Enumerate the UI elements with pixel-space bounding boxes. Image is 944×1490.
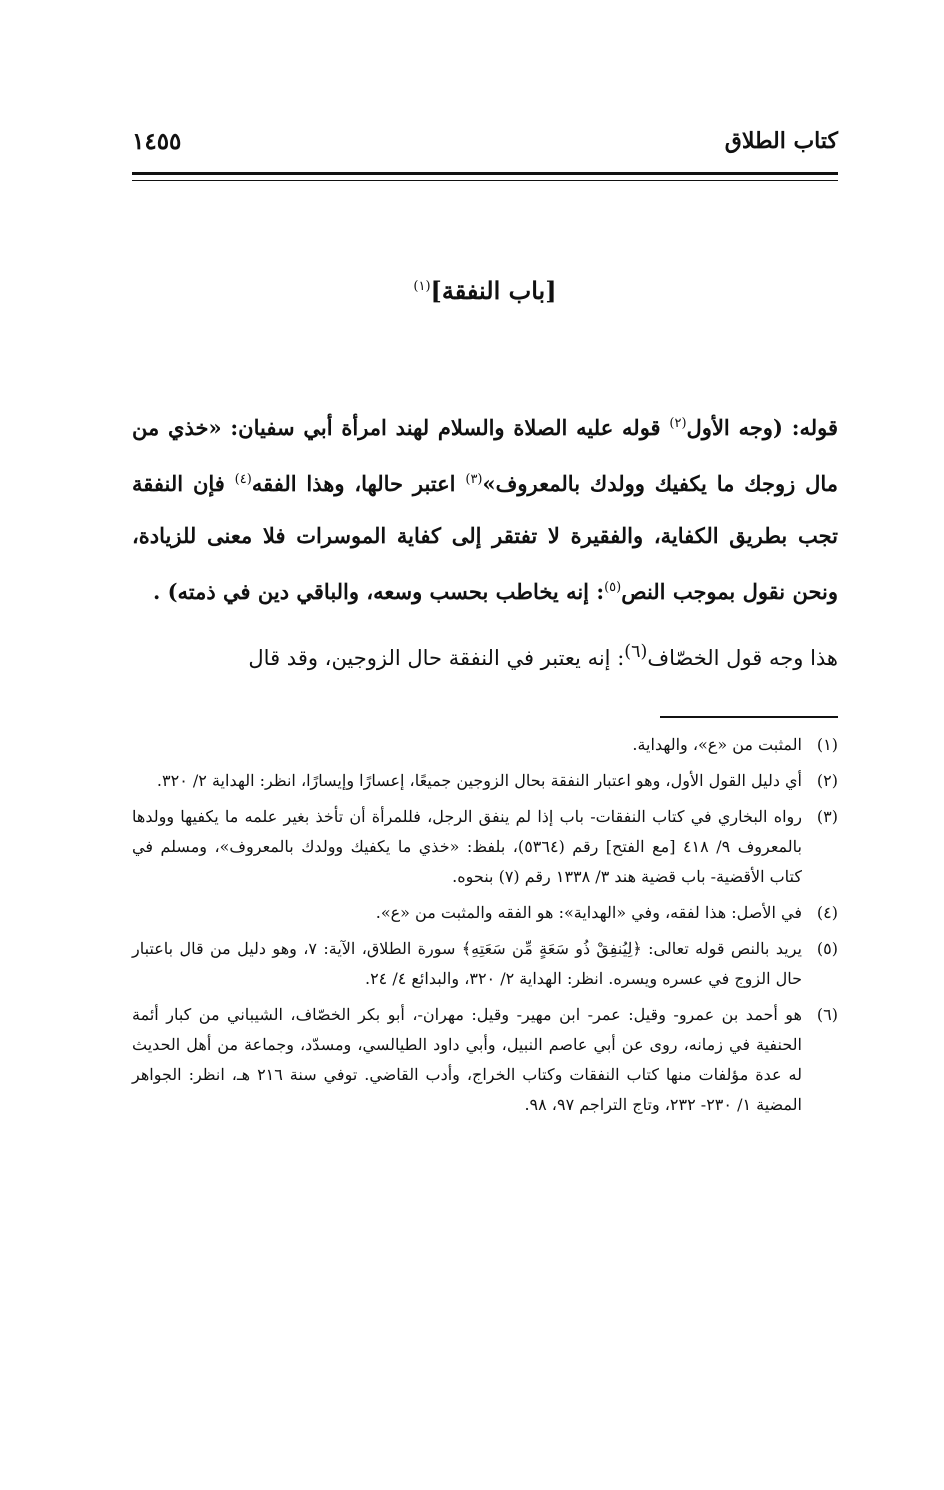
footnote-number: (٤) [816,903,838,922]
footnote-number: (٥) [816,939,838,958]
footnote-separator [660,716,838,718]
footnotes [132,730,838,1126]
footnote-text: يريد بالنص قوله تعالى: ﴿لِيُنفِقْ ذُو سَعَةٍ مِّن سَعَتِهِ﴾ سورة الطلاق، الآية: ٧، وهو دليل من قال باعتبار حال الزوج في عسره ويسره. انظر: الهداية ٢/ ٣٢٠، والبدائع ٤/ ٢٤. [132,939,803,988]
footnote-number: (٣) [816,807,838,826]
text-segment: قوله: (وجه الأول [686,415,838,440]
footnote-ref: (٥) [604,580,622,595]
main-text [132,398,838,684]
footnote-5 [132,934,838,994]
page-header [132,128,838,168]
footnote-text: رواه البخاري في كتاب النفقات- باب إذا لم ينفق الرجل، فللمرأة أن تأخذ بغير علمه ما يكفيها وولدها بالمعروف ٩/ ٤١٨ [مع الفتح] رقم (٥٣٦٤)، بلفظ: «خذي ما يكفيك وولدك بالمعروف»، ومسلم في كتاب الأقضية- باب قضية هند ٣/ ١٣٣٨ رقم (٧) بنحوه. [132,807,803,886]
text-segment: : إنه يعتبر في النفقة حال الزوجين، وقد قال [248,646,625,670]
footnote-4 [132,898,838,928]
footnote-ref: (٢) [669,416,687,431]
chapter-heading-text: [باب النفقة] [430,276,557,305]
chapter-heading [132,276,838,305]
footnote-ref: (٤) [234,472,252,487]
footnote-number: (٦) [816,1005,838,1024]
footnote-text: في الأصل: هذا لفقه، وفي «الهداية»: هو الفقه والمثبت من «ع». [375,903,802,922]
footnote-text: هو أحمد بن عمرو- وقيل: عمر- ابن مهير- وقيل: مهران-، أبو بكر الخصّاف، الشيباني من كبار أئمة الحنفية في زمانه، روى عن أبي عاصم النبيل، وأبي داود الطيالسي، ومسدّد، وجماعة من أهل الحديث له عدة مؤلفات منها كتاب النفقات وكتاب الخراج، وأدب القاضي. توفي سنة ٢١٦ هـ، انظر: الجواهر المضية ١/ ٢٣٠- ٢٣٢، وتاج التراجم ٩٧، ٩٨. [132,1005,803,1114]
explanation-paragraph [132,626,838,684]
page-number: ١٤٥٥ [132,128,182,155]
commentary-paragraph [132,398,838,618]
footnote-6 [132,1000,838,1120]
footnote-text: المثبت من «ع»، والهداية. [632,735,802,754]
text-segment: فإن النفقة تجب بطريق الكفاية، والفقيرة لا تفتقر إلى كفاية الموسرات فلا معنى للزيادة، ونحن نقول بموجب النص [132,471,838,604]
footnote-number: (١) [816,735,838,754]
running-title: كتاب الطلاق [724,128,838,154]
text-segment: : إنه يخاطب بحسب وسعه، والباقي دين في ذمته) . [152,579,605,604]
text-segment: قوله عليه الصلاة والسلام لهند امرأة أبي سفيان: «خذي من مال زوجك ما يكفيك وولدك بالمعروف» [132,415,838,496]
footnote-2 [132,766,838,796]
text-segment: هذا وجه قول الخصّاف [647,646,838,670]
header-rule-thin [132,180,838,181]
text-segment: اعتبر حالها، وهذا الفقه [251,471,466,496]
footnote-3 [132,802,838,892]
footnote-number: (٢) [816,771,838,790]
footnote-ref: (٦) [624,642,648,662]
footnote-ref: (٣) [465,472,483,487]
header-rule-thick [132,172,838,175]
footnote-text: أي دليل القول الأول، وهو اعتبار النفقة بحال الزوجين جميعًا، إعسارًا وإيسارًا، انظر: الهداية ٢/ ٣٢٠. [156,771,802,790]
chapter-heading-ref: (١) [413,279,431,294]
footnote-1 [132,730,838,760]
